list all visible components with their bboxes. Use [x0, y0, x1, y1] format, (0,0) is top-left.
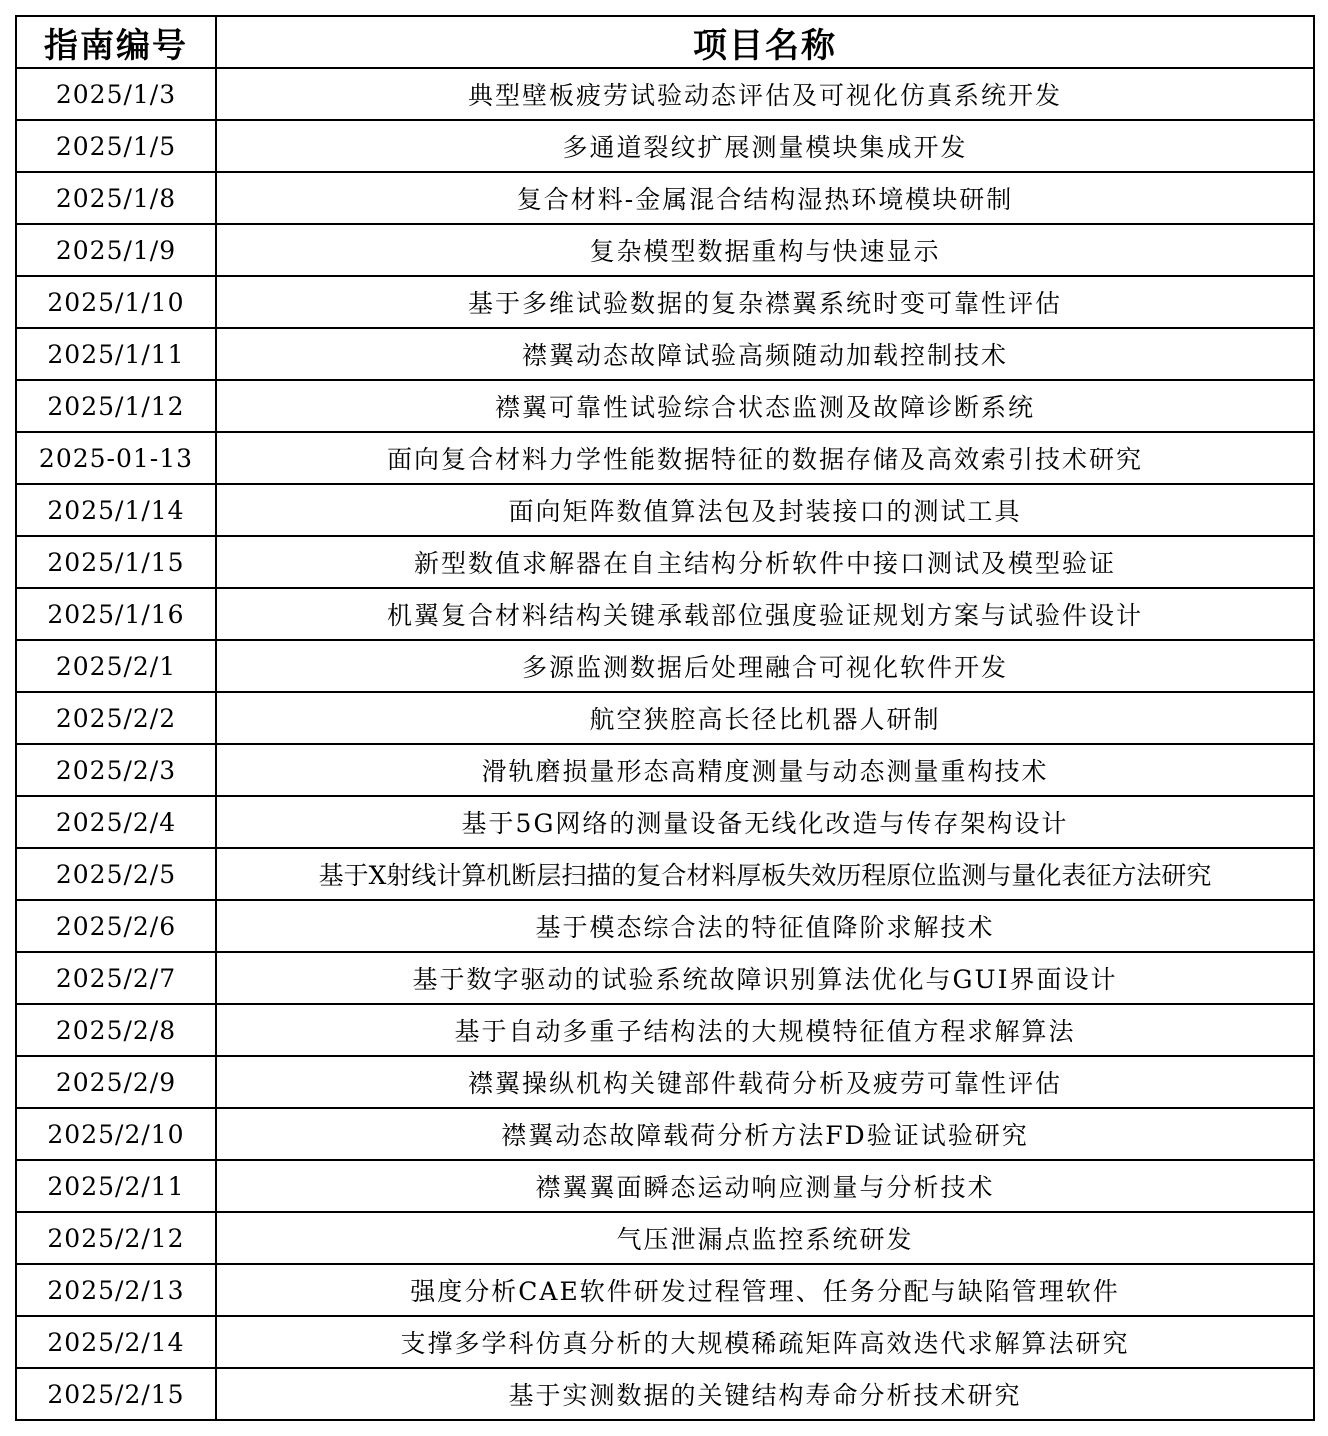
guide-code-cell: 2025/1/15	[16, 536, 216, 588]
guide-code-cell: 2025/2/13	[16, 1264, 216, 1316]
guide-code-cell: 2025/2/5	[16, 848, 216, 900]
table-row	[16, 276, 1314, 328]
project-name-cell: 基于实测数据的关键结构寿命分析技术研究	[216, 1368, 1314, 1420]
project-name-cell: 襟翼翼面瞬态运动响应测量与分析技术	[216, 1160, 1314, 1212]
project-name-cell: 气压泄漏点监控系统研发	[216, 1212, 1314, 1264]
project-name-cell: 面向矩阵数值算法包及封装接口的测试工具	[216, 484, 1314, 536]
guide-code-cell: 2025/2/4	[16, 796, 216, 848]
project-name-cell: 基于数字驱动的试验系统故障识别算法优化与GUI界面设计	[216, 952, 1314, 1004]
table-row	[16, 224, 1314, 276]
guide-code-cell: 2025/1/5	[16, 120, 216, 172]
guide-code-cell: 2025/2/2	[16, 692, 216, 744]
table-row	[16, 484, 1314, 536]
project-name-cell: 基于5G网络的测量设备无线化改造与传存架构设计	[216, 796, 1314, 848]
project-name-cell: 滑轨磨损量形态高精度测量与动态测量重构技术	[216, 744, 1314, 796]
table-row	[16, 1108, 1314, 1160]
table-row	[16, 588, 1314, 640]
table-row	[16, 1056, 1314, 1108]
table-row	[16, 536, 1314, 588]
project-name-cell: 支撑多学科仿真分析的大规模稀疏矩阵高效迭代求解算法研究	[216, 1316, 1314, 1368]
guide-code-cell: 2025-01-13	[16, 432, 216, 484]
table-body	[16, 68, 1314, 1420]
table-row	[16, 640, 1314, 692]
project-name-cell: 多源监测数据后处理融合可视化软件开发	[216, 640, 1314, 692]
project-name-cell: 襟翼动态故障试验高频随动加载控制技术	[216, 328, 1314, 380]
table-row	[16, 120, 1314, 172]
header-project-name: 项目名称	[216, 16, 1314, 68]
guide-code-cell: 2025/1/3	[16, 68, 216, 120]
project-name-cell: 基于多维试验数据的复杂襟翼系统时变可靠性评估	[216, 276, 1314, 328]
guide-code-cell: 2025/2/11	[16, 1160, 216, 1212]
guide-code-cell: 2025/1/12	[16, 380, 216, 432]
table-row	[16, 952, 1314, 1004]
table-header-row	[16, 16, 1314, 68]
table-row	[16, 1004, 1314, 1056]
project-name-cell: 强度分析CAE软件研发过程管理、任务分配与缺陷管理软件	[216, 1264, 1314, 1316]
table-row	[16, 172, 1314, 224]
header-guide-code: 指南编号	[16, 16, 216, 68]
guide-code-cell: 2025/2/7	[16, 952, 216, 1004]
guide-code-cell: 2025/2/6	[16, 900, 216, 952]
guide-code-cell: 2025/2/1	[16, 640, 216, 692]
table-row	[16, 796, 1314, 848]
project-name-cell: 复合材料-金属混合结构湿热环境模块研制	[216, 172, 1314, 224]
project-name-cell: 典型壁板疲劳试验动态评估及可视化仿真系统开发	[216, 68, 1314, 120]
project-name-cell: 基于X射线计算机断层扫描的复合材料厚板失效历程原位监测与量化表征方法研究	[216, 848, 1314, 900]
project-name-cell: 襟翼可靠性试验综合状态监测及故障诊断系统	[216, 380, 1314, 432]
project-guide-table	[15, 15, 1315, 1421]
guide-code-cell: 2025/2/15	[16, 1368, 216, 1420]
project-name-cell: 面向复合材料力学性能数据特征的数据存储及高效索引技术研究	[216, 432, 1314, 484]
table-row	[16, 1264, 1314, 1316]
table-row	[16, 1212, 1314, 1264]
guide-code-cell: 2025/2/9	[16, 1056, 216, 1108]
table-row	[16, 432, 1314, 484]
table-row	[16, 900, 1314, 952]
table-row	[16, 692, 1314, 744]
guide-code-cell: 2025/2/10	[16, 1108, 216, 1160]
project-name-cell: 机翼复合材料结构关键承载部位强度验证规划方案与试验件设计	[216, 588, 1314, 640]
guide-code-cell: 2025/2/14	[16, 1316, 216, 1368]
guide-code-cell: 2025/2/3	[16, 744, 216, 796]
guide-code-cell: 2025/2/12	[16, 1212, 216, 1264]
table-row	[16, 744, 1314, 796]
table-row	[16, 68, 1314, 120]
guide-code-cell: 2025/1/9	[16, 224, 216, 276]
guide-code-cell: 2025/1/10	[16, 276, 216, 328]
project-name-cell: 基于自动多重子结构法的大规模特征值方程求解算法	[216, 1004, 1314, 1056]
table-row	[16, 380, 1314, 432]
project-name-cell: 多通道裂纹扩展测量模块集成开发	[216, 120, 1314, 172]
project-name-cell: 航空狭腔高长径比机器人研制	[216, 692, 1314, 744]
guide-code-cell: 2025/1/11	[16, 328, 216, 380]
table-row	[16, 328, 1314, 380]
project-name-cell: 襟翼动态故障载荷分析方法FD验证试验研究	[216, 1108, 1314, 1160]
table-row	[16, 1316, 1314, 1368]
table-row	[16, 1160, 1314, 1212]
table-row	[16, 848, 1314, 900]
table-row	[16, 1368, 1314, 1420]
guide-code-cell: 2025/2/8	[16, 1004, 216, 1056]
guide-code-cell: 2025/1/14	[16, 484, 216, 536]
project-name-cell: 复杂模型数据重构与快速显示	[216, 224, 1314, 276]
project-name-cell: 新型数值求解器在自主结构分析软件中接口测试及模型验证	[216, 536, 1314, 588]
guide-code-cell: 2025/1/16	[16, 588, 216, 640]
project-name-cell: 襟翼操纵机构关键部件载荷分析及疲劳可靠性评估	[216, 1056, 1314, 1108]
guide-code-cell: 2025/1/8	[16, 172, 216, 224]
project-name-cell: 基于模态综合法的特征值降阶求解技术	[216, 900, 1314, 952]
